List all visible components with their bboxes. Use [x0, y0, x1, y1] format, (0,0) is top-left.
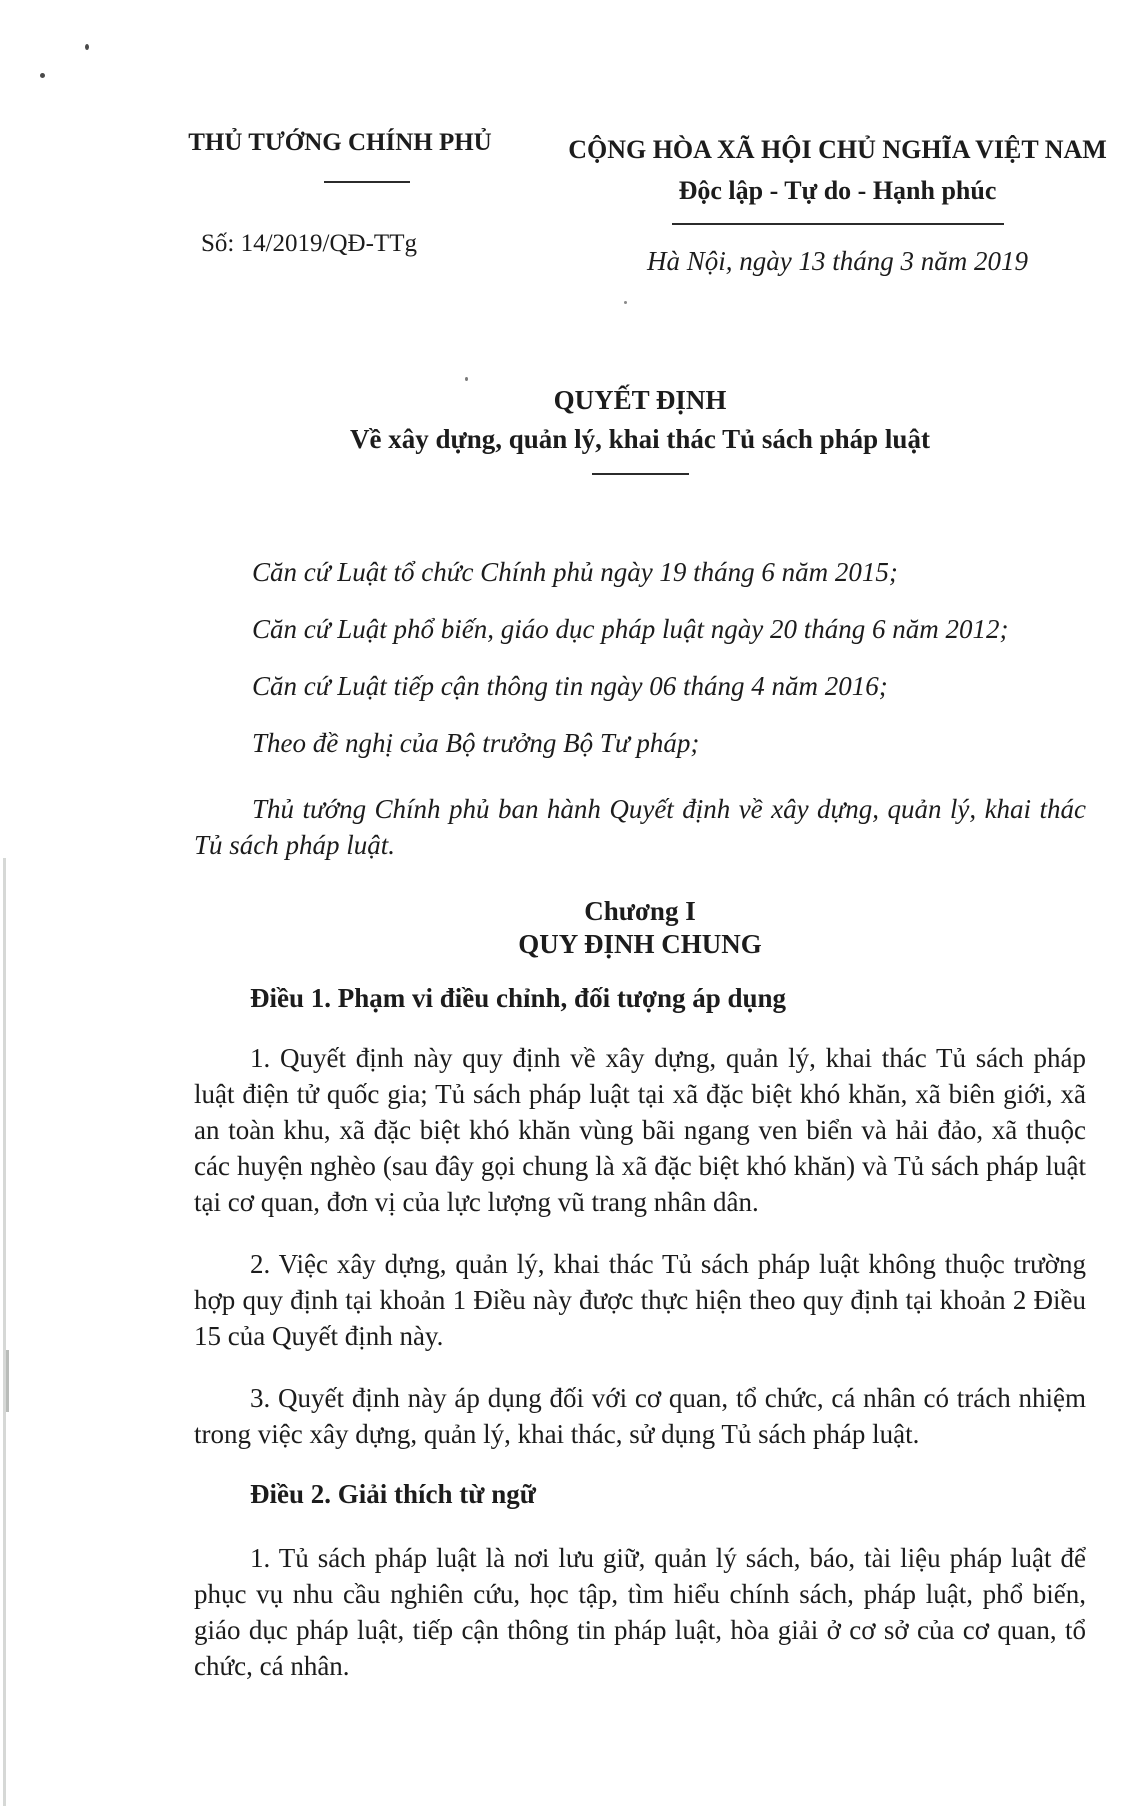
article-paragraph: 1. Tủ sách pháp luật là nơi lưu giữ, quản lý sách, báo, tài liệu pháp luật để phục vụ nhu cầu nghiên cứu, học tập, tìm hiểu chính sách, pháp luật, phổ biến, giáo dục pháp luật, tiếp cận thông tin pháp luật, hòa giải ở cơ sở của cơ quan, tổ chức, cá nhân.	[194, 1543, 1086, 1681]
article-paragraph: 2. Việc xây dựng, quản lý, khai thác Tủ sách pháp luật không thuộc trường hợp quy định tại khoản 1 Điều này được thực hiện theo quy định tại khoản 2 Điều 15 của Quyết định này.	[194, 1249, 1086, 1351]
article-1-heading: Điều 1. Phạm vi điều chỉnh, đối tượng áp dụng	[250, 983, 787, 1013]
scan-edge-artifact	[6, 1350, 9, 1412]
article-2-heading: Điều 2. Giải thích từ ngữ	[250, 1479, 536, 1509]
national-motto: Độc lập - Tự do - Hạnh phúc	[678, 176, 997, 205]
issue-place-date: Hà Nội, ngày 13 tháng 3 năm 2019	[647, 246, 1028, 276]
issuing-authority: THỦ TƯỚNG CHÍNH PHỦ	[188, 129, 492, 156]
document-subject: Về xây dựng, quản lý, khai thác Tủ sách pháp luật	[350, 424, 930, 454]
recital-line: Theo đề nghị của Bộ trưởng Bộ Tư pháp;	[252, 728, 700, 758]
chapter-title: QUY ĐỊNH CHUNG	[518, 929, 762, 959]
subject-divider	[592, 473, 689, 475]
title-block	[194, 385, 1086, 475]
preamble	[194, 554, 1086, 863]
recital-line: Căn cứ Luật phổ biến, giáo dục pháp luật ngày 20 tháng 6 năm 2012;	[252, 614, 1009, 644]
article-paragraph: 1. Quyết định này quy định về xây dựng, quản lý, khai thác Tủ sách pháp luật điện tử quốc gia; Tủ sách pháp luật tại xã đặc biệt khó khăn, xã biên giới, xã an toàn khu, xã đặc biệt khó khăn vùng bãi ngang ven biển và hải đảo, xã thuộc các huyện nghèo (sau đây gọi chung là xã đặc biệt khó khăn) và Tủ sách pháp luật tại cơ quan, đơn vị của lực lượng vũ trang nhân dân.	[194, 1043, 1086, 1217]
enacting-clause: Thủ tướng Chính phủ ban hành Quyết định về xây dựng, quản lý, khai thác Tủ sách pháp luật.	[194, 794, 1086, 860]
recital-line: Căn cứ Luật tiếp cận thông tin ngày 06 tháng 4 năm 2016;	[252, 671, 888, 701]
chapter-label: Chương I	[584, 896, 696, 926]
national-name: CỘNG HÒA XÃ HỘI CHỦ NGHĨA VIỆT NAM	[568, 135, 1107, 164]
recital-line: Căn cứ Luật tổ chức Chính phủ ngày 19 tháng 6 năm 2015;	[252, 557, 898, 587]
scan-edge-artifact	[3, 858, 6, 1806]
document-type-title: QUYẾT ĐỊNH	[553, 385, 727, 415]
article-paragraph: 3. Quyết định này áp dụng đối với cơ quan, tổ chức, cá nhân có trách nhiệm trong việc xây dựng, quản lý, khai thác, sử dụng Tủ sách pháp luật.	[194, 1383, 1086, 1449]
chapter-heading	[194, 895, 1086, 961]
document-body	[194, 0, 1086, 1710]
document-number: Số: 14/2019/QĐ-TTg	[201, 230, 417, 257]
